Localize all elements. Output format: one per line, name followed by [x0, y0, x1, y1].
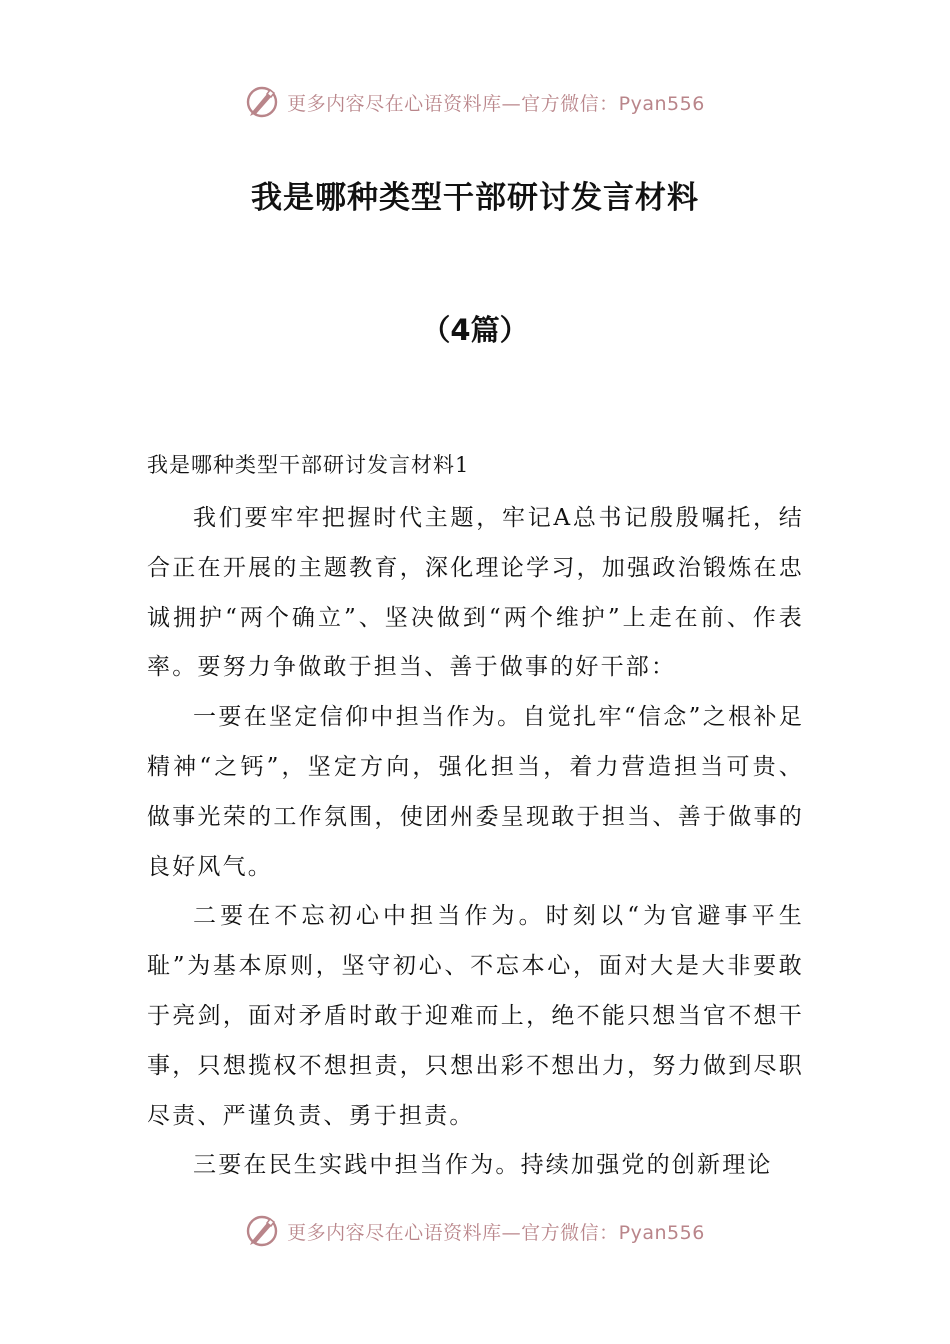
body-text — [147, 494, 804, 1191]
pen-logo-icon — [245, 1214, 279, 1248]
paragraph: 二要在不忘初心中担当作为。时刻以“为官避事平生耻”为基本原则，坚守初心、不忘本心，面对大是大非要敢于亮剑，面对矛盾时敢于迎难而上，绝不能只想当官不想干事，只想揽权不想担责，只想出彩不想出力，努力做到尽职尽责、严谨负责、勇于担责。 — [147, 903, 804, 1129]
footer-banner — [0, 1209, 950, 1253]
paragraph: 三要在民生实践中担当作为。持续加强党的创新理论 — [193, 1152, 773, 1179]
header-banner-text: 更多内容尽在心语资料库—官方微信：Pyan556 — [287, 92, 705, 115]
section-heading: 我是哪种类型干部研讨发言材料1 — [147, 453, 470, 477]
document-subtitle: （4篇） — [421, 313, 529, 347]
paragraph: 一要在坚定信仰中担当作为。自觉扎牢“信念”之根补足精神“之钙”，坚定方向，强化担当，着力营造担当可贵、做事光荣的工作氛围，使团州委呈现敢于担当、善于做事的良好风气。 — [147, 704, 804, 880]
document-title: 我是哪种类型干部研讨发言材料 — [251, 180, 699, 216]
header-banner — [0, 80, 950, 124]
paragraph: 我们要牢牢把握时代主题，牢记A总书记殷殷嘱托，结合正在开展的主题教育，深化理论学习，加强政治锻炼在忠诚拥护“两个确立”、坚决做到“两个维护”上走在前、作表率。要努力争做敢于担当、善于做事的好干部： — [147, 505, 804, 681]
pen-logo-icon — [245, 85, 279, 119]
footer-banner-text: 更多内容尽在心语资料库—官方微信：Pyan556 — [287, 1221, 705, 1244]
